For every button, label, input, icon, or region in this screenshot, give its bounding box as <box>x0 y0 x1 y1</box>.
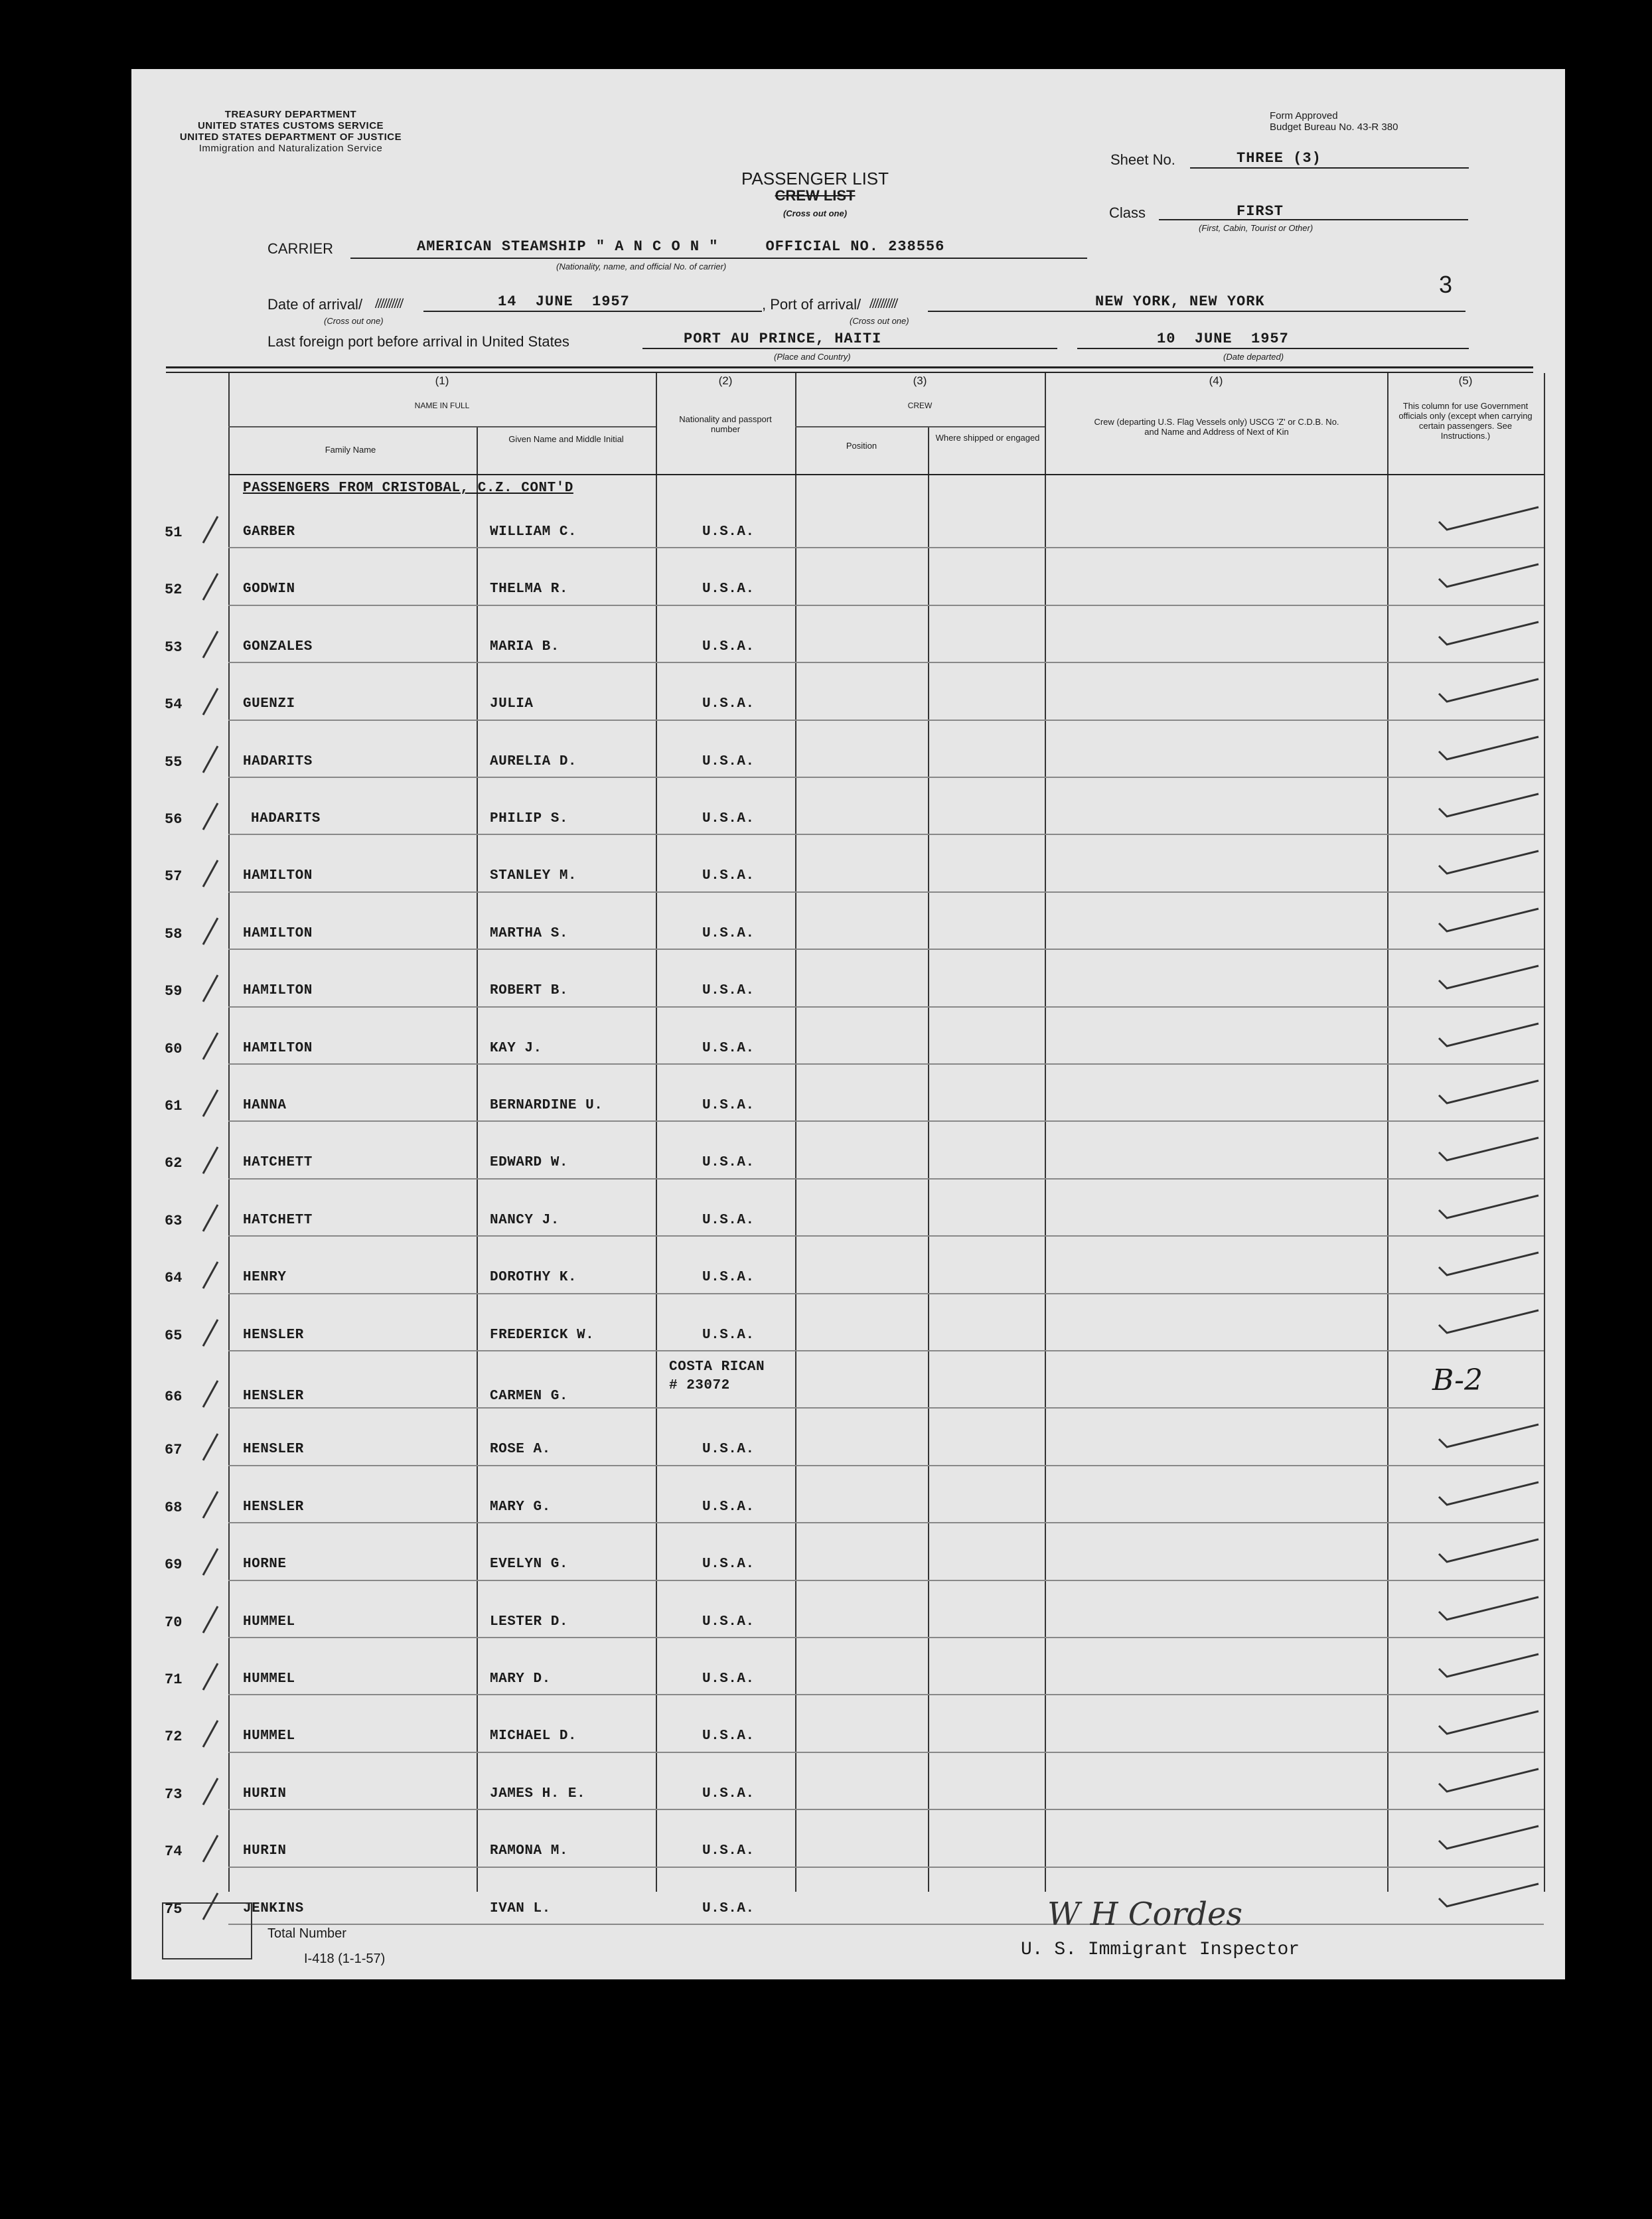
checkmark-icon <box>1432 903 1545 937</box>
form-approved <box>1270 110 1398 133</box>
table-row <box>131 1466 1565 1523</box>
last-port-value: PORT AU PRINCE, HAITI <box>684 331 882 347</box>
col5-num: (5) <box>1458 374 1473 387</box>
given-name: MARIA B. <box>490 639 560 654</box>
checkmark-icon <box>1432 1190 1545 1223</box>
family-name: GUENZI <box>243 696 295 712</box>
given-name: MARY D. <box>490 1671 551 1687</box>
tally-mark-icon <box>198 854 224 893</box>
tally-mark-icon <box>198 682 224 722</box>
col-family-name: Family Name <box>325 445 376 455</box>
checkmark-icon <box>1432 1477 1545 1510</box>
given-name: JAMES H. E. <box>490 1786 586 1801</box>
row-number: 75 <box>165 1900 183 1918</box>
inspector-title: U. S. Immigrant Inspector <box>1021 1940 1300 1960</box>
table-row <box>131 1810 1565 1867</box>
given-name: MARTHA S. <box>490 925 568 941</box>
tally-mark-icon <box>198 510 224 550</box>
table-row <box>131 835 1565 892</box>
given-name: LESTER D. <box>490 1614 568 1630</box>
nationality: U.S.A. <box>702 1900 755 1916</box>
table-row <box>131 606 1565 663</box>
family-name: HAMILTON <box>243 1040 313 1056</box>
col4-title: Crew (departing U.S. Flag Vessels only) USCG 'Z' or C.D.B. No. and Name and Address of Next of Kin <box>1094 417 1339 437</box>
family-name: HATCHETT <box>243 1155 313 1171</box>
row-number: 67 <box>165 1442 183 1459</box>
agency-line: Immigration and Naturalization Service <box>198 143 383 154</box>
table-row <box>131 778 1565 835</box>
nationality: U.S.A. <box>702 696 755 712</box>
nationality: COSTA RICAN <box>669 1359 765 1375</box>
row-number: 57 <box>165 868 183 885</box>
tally-mark-icon <box>198 1140 224 1180</box>
tally-mark-icon <box>198 1485 224 1525</box>
last-port-note: (Place and Country) <box>774 352 851 362</box>
checkmark-icon <box>1432 1592 1545 1625</box>
date-label: Date of arrival/ <box>267 296 363 313</box>
nationality: U.S.A. <box>702 1040 755 1056</box>
row-number: 55 <box>165 753 183 771</box>
family-name: HANNA <box>243 1098 287 1113</box>
cross-out-note: (Cross out one) <box>324 316 384 326</box>
total-box <box>162 1902 252 1959</box>
table-row <box>131 1008 1565 1065</box>
given-name: RAMONA M. <box>490 1843 568 1859</box>
last-port-label: Last foreign port before arrival in United States <box>267 333 569 350</box>
given-name: CARMEN G. <box>490 1389 568 1404</box>
class-value: FIRST <box>1237 203 1284 220</box>
tally-mark-icon <box>198 1313 224 1353</box>
inspector-signature: W H Cordes <box>1047 1896 1243 1933</box>
nationality: U.S.A. <box>702 1557 755 1572</box>
row-number: 70 <box>165 1614 183 1631</box>
checkmark-icon <box>1432 1649 1545 1682</box>
checkmark-icon <box>1432 502 1545 535</box>
table-row <box>131 1753 1565 1810</box>
tally-mark-icon <box>198 911 224 951</box>
passenger-list-sheet <box>131 69 1565 1979</box>
row-number: 65 <box>165 1327 183 1344</box>
given-name: PHILIP S. <box>490 811 568 826</box>
checkmark-icon <box>1432 559 1545 592</box>
checkmark-icon <box>1432 1247 1545 1280</box>
checkmark-icon <box>1432 1132 1545 1166</box>
tally-mark-icon <box>198 1427 224 1467</box>
table-row <box>131 1523 1565 1580</box>
tally-mark-icon <box>198 1542 224 1582</box>
given-name: STANLEY M. <box>490 868 577 884</box>
given-name: WILLIAM C. <box>490 524 577 540</box>
header-rule <box>228 426 656 427</box>
nationality: U.S.A. <box>702 1155 755 1171</box>
row-number: 62 <box>165 1155 183 1172</box>
nationality: U.S.A. <box>702 1843 755 1859</box>
struck-text: ////////// <box>869 295 897 311</box>
crew-list-struck: CREW LIST <box>775 187 856 204</box>
family-name: JENKINS <box>243 1900 304 1916</box>
family-name: HENSLER <box>243 1389 304 1404</box>
checkmark-icon <box>1432 960 1545 994</box>
checkmark-icon <box>1432 1878 1545 1912</box>
checkmark-icon <box>1432 1075 1545 1109</box>
given-name: NANCY J. <box>490 1212 560 1228</box>
given-name: FREDERICK W. <box>490 1327 595 1343</box>
nationality: U.S.A. <box>702 1786 755 1801</box>
tally-mark-icon <box>198 1255 224 1295</box>
family-name: HATCHETT <box>243 1212 313 1228</box>
port-value: NEW YORK, NEW YORK <box>1095 293 1265 310</box>
col1-num: (1) <box>435 374 449 387</box>
nationality: U.S.A. <box>702 524 755 540</box>
row-number: 72 <box>165 1728 183 1746</box>
col3-title: CREW <box>907 401 933 410</box>
col4-num: (4) <box>1209 374 1223 387</box>
form-approved-line: Budget Bureau No. 43-R 380 <box>1270 121 1398 133</box>
table-row <box>131 1409 1565 1466</box>
nationality: U.S.A. <box>702 639 755 654</box>
tally-mark-icon <box>198 625 224 664</box>
header-rule <box>228 474 1544 475</box>
given-name: BERNARDINE U. <box>490 1098 603 1113</box>
departed-value: 10 JUNE 1957 <box>1157 331 1289 347</box>
row-number: 51 <box>165 524 183 541</box>
table-row <box>131 950 1565 1007</box>
nationality: U.S.A. <box>702 1728 755 1744</box>
row-number: 53 <box>165 639 183 656</box>
port-label: , Port of arrival/ <box>762 296 862 313</box>
given-name: EDWARD W. <box>490 1155 568 1171</box>
nationality: U.S.A. <box>702 581 755 597</box>
nationality: U.S.A. <box>702 1098 755 1113</box>
col-shipped: Where shipped or engaged <box>935 433 1040 443</box>
row-number: 61 <box>165 1098 183 1114</box>
tally-mark-icon <box>198 739 224 779</box>
table-row <box>131 1868 1565 1925</box>
row-number: 52 <box>165 581 183 599</box>
checkmark-icon <box>1432 1018 1545 1051</box>
given-name: THELMA R. <box>490 581 568 597</box>
carrier-label: CARRIER <box>267 240 334 257</box>
row-number: 73 <box>165 1786 183 1803</box>
tally-mark-icon <box>198 797 224 836</box>
checkmark-icon <box>1432 846 1545 879</box>
struck-text: ////////// <box>375 295 403 311</box>
carrier-note: (Nationality, name, and official No. of carrier) <box>556 262 727 271</box>
nationality: U.S.A. <box>702 1442 755 1458</box>
nationality: U.S.A. <box>702 983 755 999</box>
family-name: GARBER <box>243 524 295 540</box>
nationality: U.S.A. <box>702 753 755 769</box>
checkmark-icon <box>1432 1305 1545 1338</box>
sheet-label: Sheet No. <box>1110 151 1175 168</box>
nationality: U.S.A. <box>702 811 755 826</box>
header-rule <box>795 426 1045 427</box>
table-row <box>131 1180 1565 1237</box>
row-number: 68 <box>165 1499 183 1516</box>
checkmark-icon <box>1432 1821 1545 1854</box>
given-name: DOROTHY K. <box>490 1270 577 1286</box>
carrier-value: AMERICAN STEAMSHIP " A N C O N " OFFICIAL NO. 238556 <box>417 238 945 255</box>
tally-mark-icon <box>198 1198 224 1238</box>
given-name: ROBERT B. <box>490 983 568 999</box>
table-row <box>131 1351 1565 1409</box>
section-heading: PASSENGERS FROM CRISTOBAL, C.Z. CONT'D <box>243 481 573 496</box>
given-name: IVAN L. <box>490 1900 551 1916</box>
nationality: U.S.A. <box>702 1499 755 1515</box>
passport-number: # 23072 <box>669 1378 730 1393</box>
family-name: GODWIN <box>243 581 295 597</box>
row-number: 74 <box>165 1843 183 1861</box>
family-name: GONZALES <box>243 639 313 654</box>
cross-out-note: (Cross out one) <box>850 316 909 326</box>
table-row <box>131 548 1565 605</box>
table-top-rule <box>166 372 1533 373</box>
tally-mark-icon <box>198 1657 224 1697</box>
table-row <box>131 1695 1565 1752</box>
nationality: U.S.A. <box>702 1270 755 1286</box>
family-name: HORNE <box>243 1557 287 1572</box>
class-note: (First, Cabin, Tourist or Other) <box>1199 223 1314 233</box>
col2-title: Nationality and passport number <box>679 414 772 434</box>
given-name: MARY G. <box>490 1499 551 1515</box>
row-number: 56 <box>165 811 183 828</box>
tally-mark-icon <box>198 1600 224 1640</box>
table-row <box>131 663 1565 720</box>
family-name: HADARITS <box>251 811 321 826</box>
checkmark-icon <box>1432 617 1545 650</box>
row-number: 54 <box>165 696 183 714</box>
table-row <box>131 491 1565 548</box>
given-name: MICHAEL D. <box>490 1728 577 1744</box>
tally-mark-icon <box>198 1829 224 1869</box>
given-name: AURELIA D. <box>490 753 577 769</box>
row-number: 59 <box>165 983 183 1000</box>
class-label: Class <box>1109 204 1146 221</box>
family-name: HENSLER <box>243 1442 304 1458</box>
nationality: U.S.A. <box>702 1614 755 1630</box>
family-name: HUMMEL <box>243 1728 295 1744</box>
table-row <box>131 1237 1565 1294</box>
checkmark-icon <box>1432 1534 1545 1567</box>
total-label: Total Number <box>267 1926 346 1941</box>
page-mark: 3 <box>1439 271 1453 298</box>
checkmark-icon <box>1432 1764 1545 1797</box>
family-name: HENSLER <box>243 1499 304 1515</box>
checkmark-icon <box>1432 1706 1545 1739</box>
row-number: 60 <box>165 1040 183 1057</box>
arrival-date: 14 JUNE 1957 <box>498 293 630 310</box>
row-rule <box>228 1924 1544 1925</box>
col5-title: This column for use Government officials only (except when carrying certain passengers. See Instructions.) <box>1398 401 1533 441</box>
table-top-rule <box>166 366 1533 368</box>
checkmark-icon <box>1432 731 1545 765</box>
agency-line: UNITED STATES CUSTOMS SERVICE <box>197 120 384 131</box>
departed-note: (Date departed) <box>1223 352 1284 362</box>
row-number: 71 <box>165 1671 183 1688</box>
table-row <box>131 721 1565 778</box>
tally-mark-icon <box>198 1026 224 1066</box>
family-name: HAMILTON <box>243 983 313 999</box>
col-position: Position <box>846 441 877 451</box>
form-approved-line: Form Approved <box>1270 110 1338 121</box>
tally-mark-icon <box>198 1714 224 1754</box>
col2-num: (2) <box>718 374 733 387</box>
sheet-value: THREE (3) <box>1237 150 1321 167</box>
table-row <box>131 1294 1565 1351</box>
form-number: I-418 (1-1-57) <box>304 1951 386 1966</box>
table-row <box>131 1581 1565 1638</box>
family-name: HADARITS <box>243 753 313 769</box>
row-number: 64 <box>165 1270 183 1287</box>
tally-mark-icon <box>198 1374 224 1414</box>
row-number: 69 <box>165 1557 183 1574</box>
tally-mark-icon <box>198 567 224 607</box>
table-row <box>131 1065 1565 1122</box>
row-number: 58 <box>165 925 183 943</box>
col-given-name: Given Name and Middle Initial <box>508 434 624 444</box>
official-remark: B-2 <box>1432 1363 1483 1397</box>
row-number: 66 <box>165 1389 183 1405</box>
family-name: HURIN <box>243 1843 287 1859</box>
agency-line: UNITED STATES DEPARTMENT OF JUSTICE <box>179 131 402 143</box>
row-number: 63 <box>165 1212 183 1229</box>
col1-title: NAME IN FULL <box>414 401 470 410</box>
page-title: PASSENGER LIST <box>741 169 889 189</box>
nationality: U.S.A. <box>702 1671 755 1687</box>
tally-mark-icon <box>198 968 224 1008</box>
family-name: HENSLER <box>243 1327 304 1343</box>
family-name: HAMILTON <box>243 925 313 941</box>
checkmark-icon <box>1432 1419 1545 1452</box>
agency-line: TREASURY DEPARTMENT <box>224 109 357 120</box>
checkmark-icon <box>1432 789 1545 822</box>
given-name: KAY J. <box>490 1040 542 1056</box>
nationality: U.S.A. <box>702 1327 755 1343</box>
table-row <box>131 1638 1565 1695</box>
table-row <box>131 893 1565 950</box>
col3-num: (3) <box>913 374 927 387</box>
given-name: EVELYN G. <box>490 1557 568 1572</box>
table-row <box>131 1122 1565 1179</box>
family-name: HAMILTON <box>243 868 313 884</box>
given-name: JULIA <box>490 696 534 712</box>
tally-mark-icon <box>198 1772 224 1811</box>
tally-mark-icon <box>198 1083 224 1123</box>
checkmark-icon <box>1432 674 1545 707</box>
family-name: HUMMEL <box>243 1671 295 1687</box>
given-name: ROSE A. <box>490 1442 551 1458</box>
nationality: U.S.A. <box>702 1212 755 1228</box>
nationality: U.S.A. <box>702 925 755 941</box>
agency-header <box>165 109 417 154</box>
cross-out-note: (Cross out one) <box>783 208 848 218</box>
family-name: HENRY <box>243 1270 287 1286</box>
nationality: U.S.A. <box>702 868 755 884</box>
family-name: HURIN <box>243 1786 287 1801</box>
family-name: HUMMEL <box>243 1614 295 1630</box>
